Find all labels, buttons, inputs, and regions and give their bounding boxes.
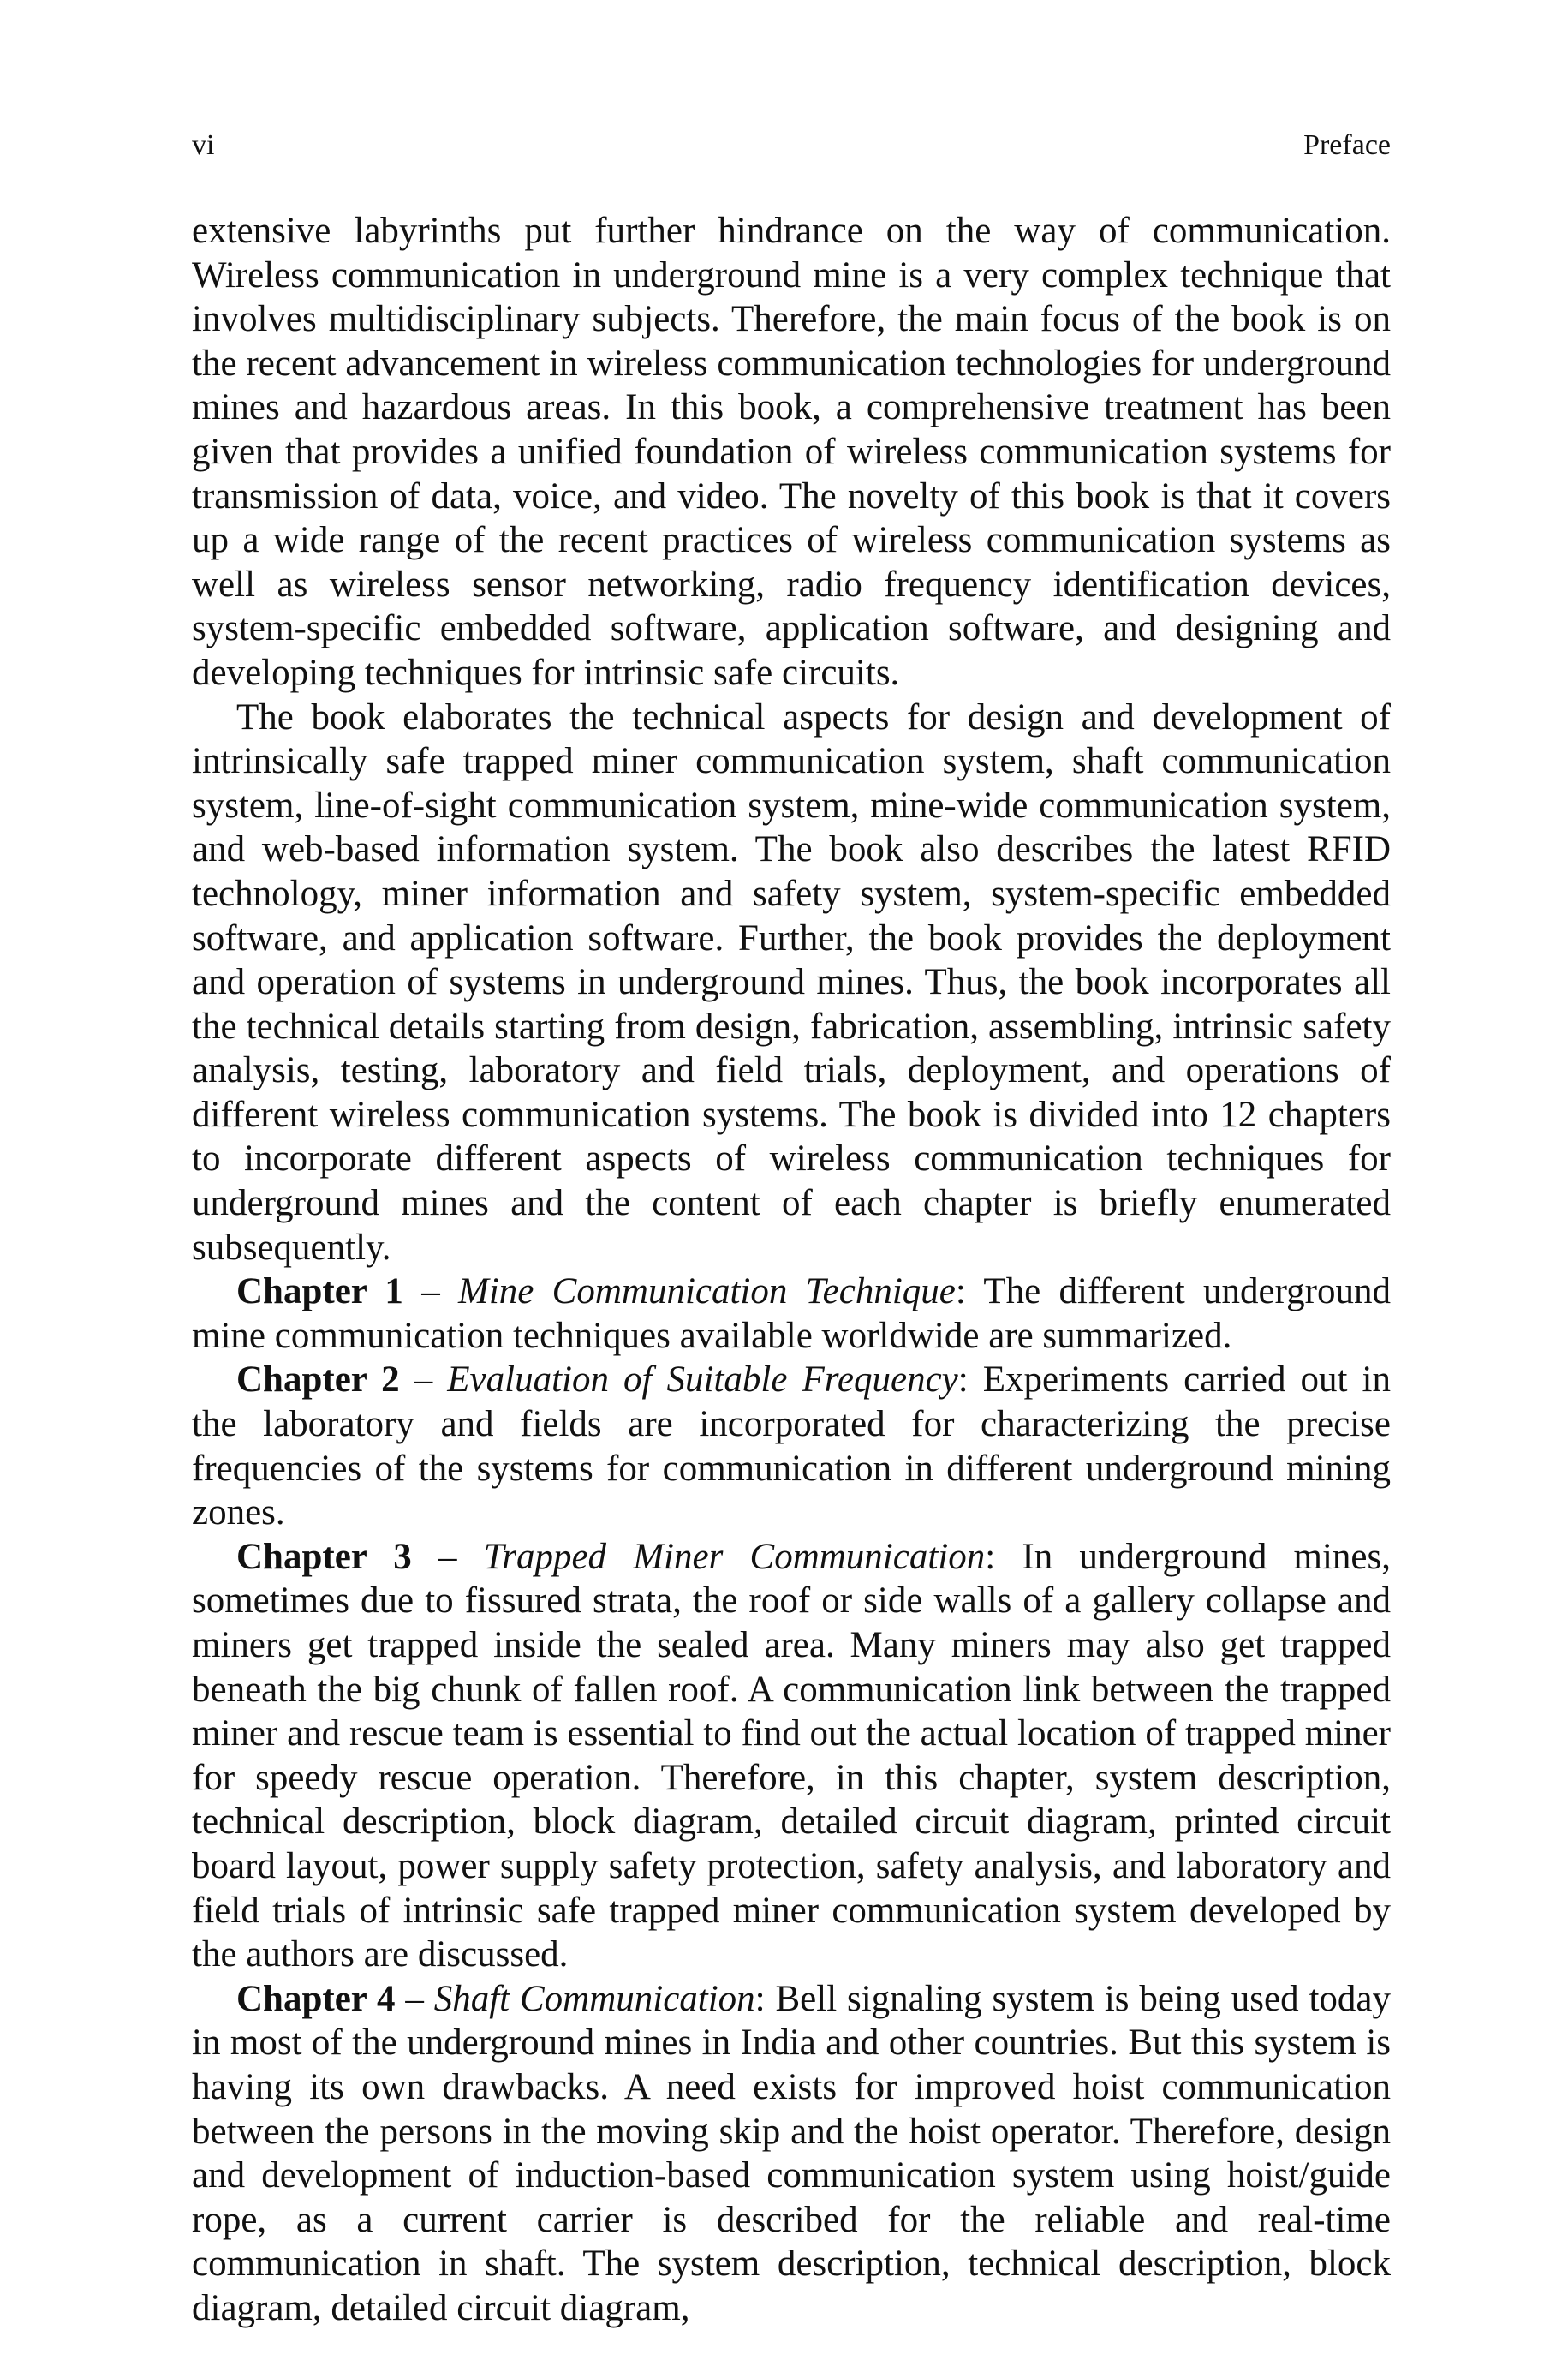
dash-separator: – xyxy=(395,1978,434,2019)
chapter-title: Evaluation of Suitable Frequency xyxy=(447,1359,958,1401)
chapter-title: Shaft Communication xyxy=(433,1978,755,2019)
chapter-description: The different underground mine communication techniques available worldwide are summarized. xyxy=(192,1271,1391,1356)
document-page xyxy=(192,0,1391,2378)
dash-separator: – xyxy=(402,1271,459,1312)
paragraph-continuation: extensive labyrinths put further hindrance on the way of communication. Wireless communication in underground mine is a very complex technique that involves multidisciplinary subjects. Therefore, the main focus of the book is on the recent advancement in wireless communication technologies for underground mines and hazardous areas. In this book, a comprehensive treatment has been given that provides a unified foundation of wireless communication systems for transmission of data, voice, and video. The novelty of this book is that it covers up a wide range of the recent practices of wireless communication systems as well as wireless sensor networking, radio frequency identification devices, system-specific embedded software, application software, and designing and developing techniques for intrinsic safe circuits. xyxy=(192,211,1391,693)
dash-separator: – xyxy=(411,1536,484,1577)
chapter-title: Mine Communication Technique xyxy=(458,1271,956,1312)
running-title: Preface xyxy=(1303,129,1391,161)
chapter-2-summary xyxy=(192,1358,1391,1534)
chapter-description: Bell signaling system is being used today in most of the underground mines in India and other countries. But this system is having its own drawbacks. A need exists for improved hoist communication between the persons in the moving skip and the hoist operator. Therefore, design and development of induction-based communication system using hoist/guide rope, as a current carrier is described for the reliable and real-time communication in shaft. The system description, technical description, block diagram, detailed circuit diagram, xyxy=(192,1978,1391,2328)
colon-separator: : xyxy=(754,1978,776,2019)
colon-separator: : xyxy=(955,1271,984,1312)
chapter-label: Chapter 2 xyxy=(236,1359,400,1401)
colon-separator: : xyxy=(957,1359,983,1401)
chapter-label: Chapter 1 xyxy=(236,1271,403,1312)
chapter-label: Chapter 3 xyxy=(236,1536,412,1577)
chapter-label: Chapter 4 xyxy=(236,1978,396,2019)
dash-separator: – xyxy=(399,1359,448,1401)
chapter-3-summary xyxy=(192,1535,1391,1977)
chapter-1-summary xyxy=(192,1270,1391,1358)
page-number: vi xyxy=(192,129,215,161)
chapter-title: Trapped Miner Communication xyxy=(483,1536,986,1577)
chapter-4-summary xyxy=(192,1977,1391,2331)
colon-separator: : xyxy=(985,1536,1022,1577)
paragraph-book-overview: The book elaborates the technical aspects for design and development of intrinsically safe trapped miner communication system, shaft communication system, line-of-sight communication system, mine-wide communication system, and web-based information system. The book also describes the latest RFID technology, miner information and safety system, system-specific embedded software, and application software. Further, the book provides the deployment and operation of systems in underground mines. Thus, the book incorporates all the technical details starting from design, fabrication, assembling, intrinsic safety analysis, testing, laboratory and field trials, deployment, and operations of different wireless communication systems. The book is divided into 12 chapters to incorporate different aspects of wireless communication techniques for underground mines and the content of each chapter is briefly enumerated subsequently. xyxy=(192,696,1391,1268)
chapter-description: In underground mines, sometimes due to fissured strata, the roof or side walls of a gallery collapse and miners get trapped inside the sealed area. Many miners may also get trapped beneath the big chunk of fallen roof. A communication link between the trapped miner and rescue team is essential to find out the actual location of trapped miner for speedy rescue operation. Therefore, in this chapter, system description, technical description, block diagram, detailed circuit diagram, printed circuit board layout, power supply safety protection, safety analysis, and laboratory and field trials of intrinsic safe trapped miner communication system developed by the authors are discussed. xyxy=(192,1536,1391,1975)
body-text xyxy=(192,209,1391,2331)
chapter-description: Experiments carried out in the laboratory and fields are incorporated for characterizing the precise frequencies of the systems for communication in different underground mining zones. xyxy=(192,1359,1391,1533)
